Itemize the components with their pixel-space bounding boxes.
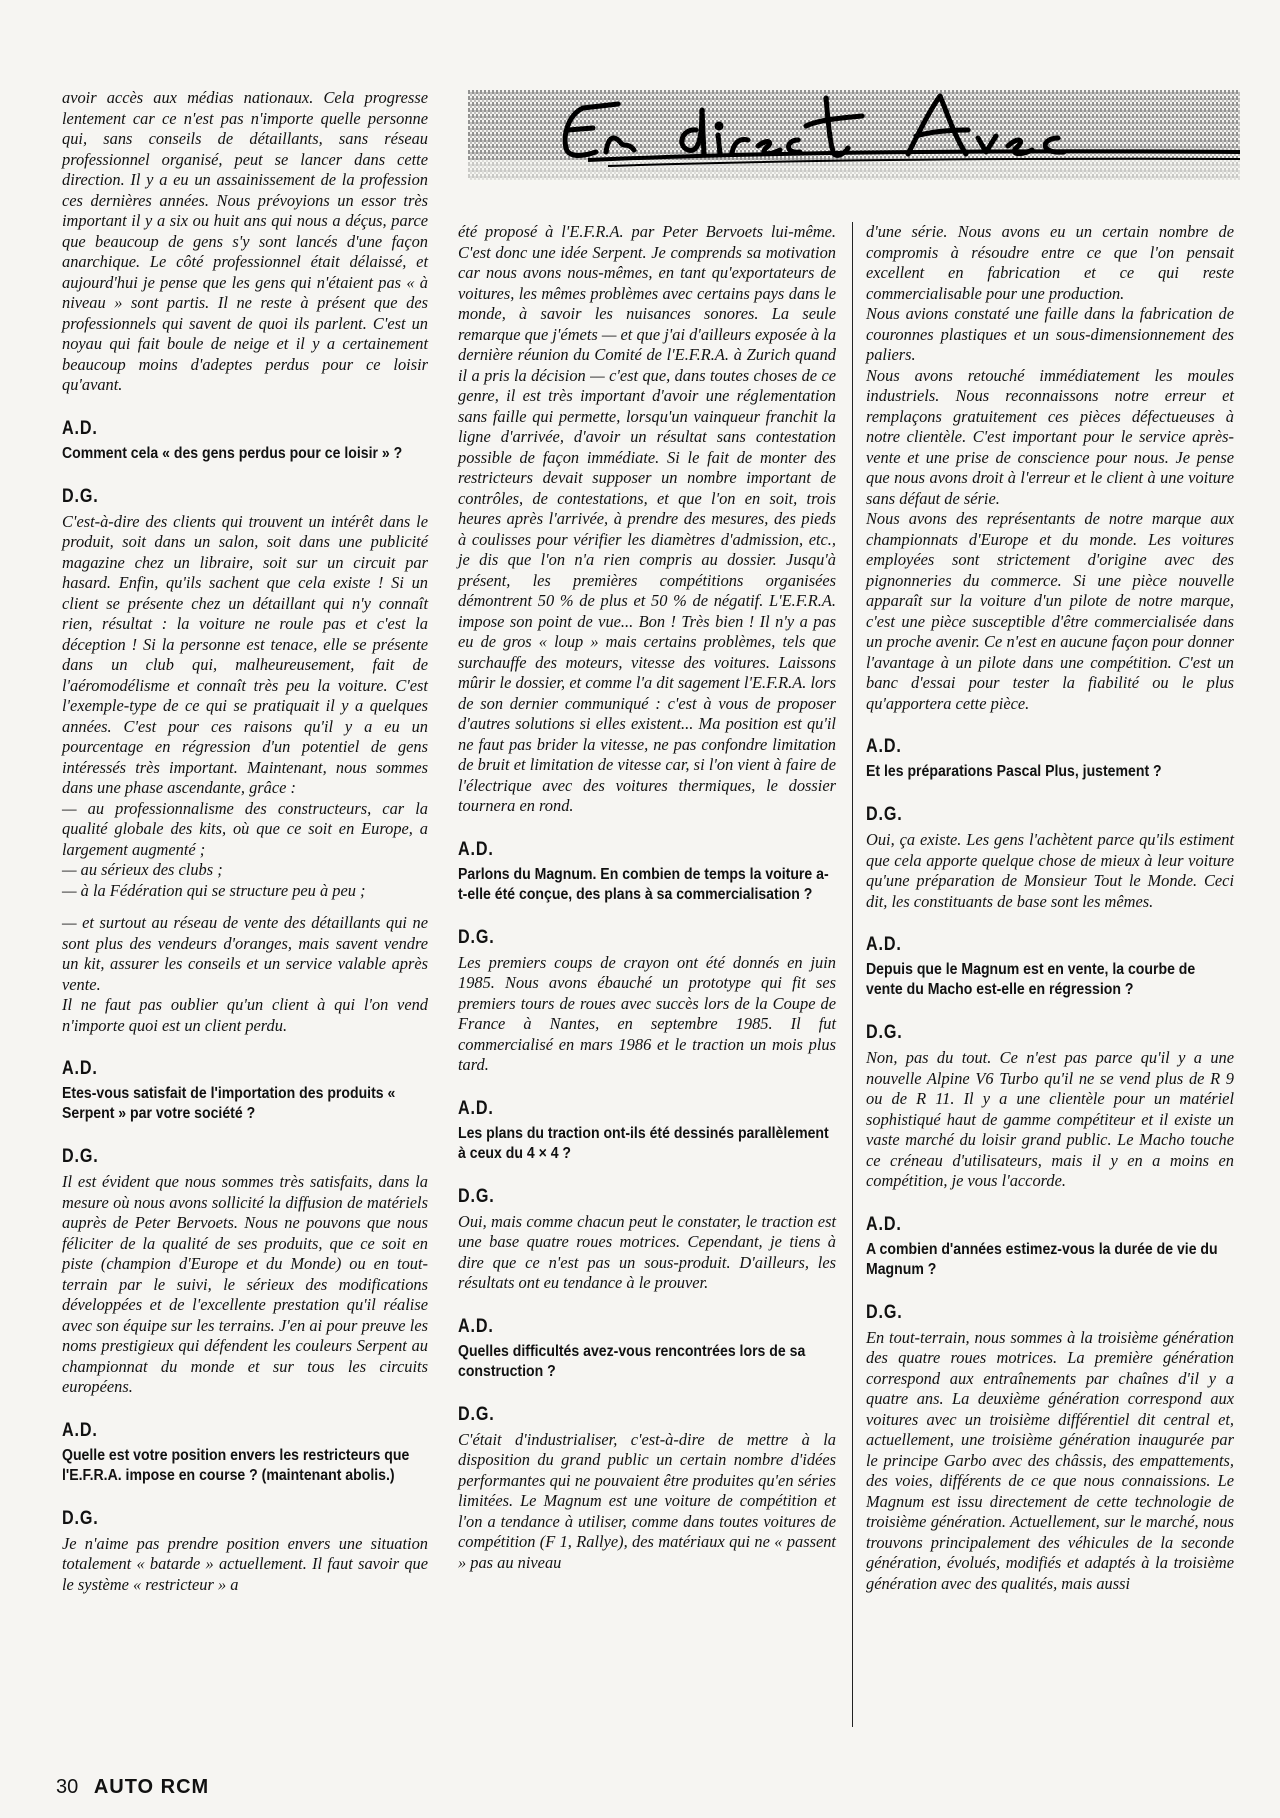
paragraph: En tout-terrain, nous sommes à la troisième génération des quatre roues motrices. La première génération correspond aux entraînements par chaînes d'il y a quatre ans. La deuxième génération correspond aux voitures avec un troisième différentiel dit central et, actuellement, une troisième génération inaugurée par le principe Garbo avec des châssis, des empattements, des voies, différents de ce que nous connaissions. Le Magnum est issu directement de cette technologie de troisième génération. Actuellement, sur le marché, nous trouvons principalement des véhicules de la seconde génération, évolués, modifiés et adaptés à la troisième génération avec des qualités, mais aussi — [866, 1327, 1234, 1593]
speaker-label: D.G. — [866, 1022, 903, 1043]
paragraph: Oui, mais comme chacun peut le constater, le traction est une base quatre roues motrices. Cependant, je tiens à dire que ce n'est pas un sous-produit. D'ailleurs, les résultats ont eu tendance à le prouver. — [458, 1211, 836, 1292]
speaker-label: D.G. — [62, 1146, 99, 1167]
speaker-label: A.D. — [62, 1419, 98, 1441]
question: Quelles difficultés avez-vous rencontrées lors de sa construction ? — [458, 1342, 806, 1380]
speaker-label: A.D. — [866, 736, 902, 757]
magazine-name: AUTO RCM — [93, 1776, 210, 1798]
question: Et les préparations Pascal Plus, justement ? — [866, 763, 1162, 780]
speaker-label: A.D. — [62, 1058, 98, 1079]
question: Parlons du Magnum. En combien de temps la voiture a-t-elle été conçue, des plans à sa commercialisation ? — [458, 865, 829, 903]
column-divider — [852, 222, 853, 1727]
paragraph: Oui, ça existe. Les gens l'achètent parce qu'ils estiment que cela apporte quelque chose de mieux à leur voiture qu'une préparation de Monsieur Tout le Monde. Ceci dit, les constituants de base sont les mêmes. — [866, 830, 1234, 911]
paragraph: Non, pas du tout. Ce n'est pas parce qu'il y a une nouvelle Alpine V6 Turbo qu'il ne se vend plus de R 9 ou de R 11. Il y a une clientèle pour un matériel sophistiqué haut de gamme compétiteur et il existe un vaste marché du loisir grand public. Le Macho touche ce créneau d'utilisateurs, mais il y en a moins en compétition, je vous l'accorde. — [866, 1048, 1234, 1190]
paragraph: Il ne faut pas oublier qu'un client à qui l'on vend n'importe quoi est un client perdu. — [62, 995, 428, 1035]
paragraph: — et surtout au réseau de vente des détaillants qui ne sont plus des vendeurs d'oranges, mais savent vendre un kit, assurer les conseils et un service valable après vente. — [62, 913, 428, 994]
speaker-label: A.D. — [62, 417, 98, 439]
speaker-label: D.G. — [866, 804, 903, 825]
paragraph: Les premiers coups de crayon ont été donnés en juin 1985. Nous avons ébauché un prototype qui fit ses premiers tours de roues avec succès lors de la Coupe de France à Nantes, en septembre 1985. Il fut commercialisé en mars 1986 et le traction un mois plus tard. — [458, 952, 836, 1074]
page-footer — [56, 1776, 209, 1799]
column-1 — [62, 88, 428, 1595]
speaker-label: A.D. — [458, 1315, 494, 1337]
speaker-label: D.G. — [866, 1301, 903, 1323]
column-3 — [866, 222, 1234, 1594]
paragraph: — au sérieux des clubs ; — [62, 860, 223, 879]
column-2 — [458, 222, 836, 1573]
paragraph: C'est-à-dire des clients qui trouvent un intérêt dans le produit, soit dans un salon, soit dans une publicité magazine chez un libraire, soit sur un circuit par hasard. Enfin, qu'ils sachent que cela existe ! Si un client se présente chez un détaillant qui n'y connaît rien, résultat : la voiture ne roule pas et c'est la déception ! Si la personne est tenace, elle se présente dans un club qui, malheureusement, fait de l'aéromodélisme et connaît très peu la voiture. C'est l'exemple-type de ce qui se pratiquait il y a quelques années. C'est pour ces raisons qu'il y a eu un pourcentage en régression d'un potentiel de gens intéressés très important. Maintenant, nous sommes dans une phase ascendante, grâce : — [62, 511, 428, 797]
question: A combien d'années estimez-vous la durée de vie du Magnum ? — [866, 1240, 1218, 1278]
paragraph: Nous avons retouché immédiatement les moules industriels. Nous reconnaissons notre erreur et remplaçons gratuitement ces pièces défectueuses à notre clientèle. C'est important pour le service après-vente et une prise de conscience pour nous. Je pense que nous avons droit à l'erreur et le client à une voiture sans défaut de série. — [866, 365, 1234, 508]
question: Etes-vous satisfait de l'importation des produits « Serpent » par votre société ? — [62, 1085, 396, 1122]
question: Depuis que le Magnum est en vente, la courbe de vente du Macho est-elle en régression ? — [866, 961, 1196, 998]
paragraph: C'était d'industrialiser, c'est-à-dire de mettre à la disposition du grand public un certain nombre d'idées performantes qui ne pouvaient être produites qu'en séries limitées. Le Magnum est une voiture de compétition et l'on a tendance à utiliser, comme dans toutes voitures de compétition (F 1, Rallye), des matériaux qui ne « passent » pas au niveau — [458, 1429, 836, 1572]
paragraph: Il est évident que nous sommes très satisfaits, dans la mesure où nous avons sollicité la diffusion de matériels auprès de Peter Bervoets. Nous ne pouvons que nous féliciter de la qualité de ses produits, que ce soit en piste (champion d'Europe et du Monde) ou en tout-terrain par le suivi, le sérieux des modifications développées et de l'excellente prestation qu'il réalise avec son équipe sur les terrains. J'en ai pour preuve les noms prestigieux qui défendent les couleurs Serpent au championnat du monde et sur tous les circuits européens. — [62, 1172, 428, 1396]
paragraph: — au professionnalisme des constructeurs, car la qualité globale des kits, où que ce soit en Europe, a largement augmenté ; — [62, 798, 428, 859]
speaker-label: D.G. — [458, 1403, 495, 1425]
header-banner — [468, 90, 1240, 200]
paragraph: avoir accès aux médias nationaux. Cela progresse lentement car ce n'est pas n'importe quelle personne qui, sans conseils de détaillants, sans réseau professionnel organisé, peut se lancer dans cette direction. Il y a eu un assainissement de la profession ces dernières années. Nous prévoyions un essor très important il y a six ou huit ans qui nous a déçus, parce que beaucoup de gens s'y sont lancés d'une façon anarchique. Le côté professionnel était délaissé, et aujourd'hui je pense que les gens qui n'étaient pas « à niveau » sont partis. Il ne reste à présent que des professionnels qui savent de quoi ils parlent. C'est un noyau qui fait boule de neige et il y a certainement beaucoup moins d'adeptes perdus pour ce loisir qu'avant. — [62, 88, 428, 394]
speaker-label: A.D. — [458, 1097, 494, 1119]
speaker-label: D.G. — [458, 926, 495, 948]
question: Comment cela « des gens perdus pour ce loisir » ? — [62, 444, 403, 462]
paragraph: — à la Fédération qui se structure peu à peu ; — [62, 880, 366, 900]
paragraph: été proposé à l'E.F.R.A. par Peter Bervoets lui-même. C'est donc une idée Serpent. Je comprends sa motivation car nous avons nous-mêmes, en tant qu'exportateurs de voitures, les mêmes problèmes avec certains pays dans le monde, à savoir les nuisances sonores. La seule remarque que j'émets — et que j'ai d'ailleurs exposée à la dernière réunion du Comité de l'E.F.R.A. à Zurich quand il a pris la décision — c'est que, dans toutes choses de ce genre, il est très important d'avoir une réglementation sans faille qui permette, lorsqu'un vainqueur franchit la ligne d'arrivée, d'avoir un résultat sans contestation possible de façon immédiate. Si le fait de monter des restricteurs devait supposer un nombre important de contrôles, de contestations, et que l'on en soit, trois heures après l'arrivée, à prendre des mesures, des pieds à coulisses pour vérifier les diamètres d'admission, etc., je dis que l'on n'a rien compris au dossier. Jusqu'à présent, les premières compétitions organisées démontrent 50 % de plus et 50 % de négatif. L'E.F.R.A. impose son point de vue... Bon ! Très bien ! Il n'y a pas eu de gros « loup » mais certains problèmes, tels que surchauffe des moteurs, vitesse des voitures. Laissons mûrir le dossier, et comme l'a dit sagement l'E.F.R.A. lors de son dernier communiqué : c'est à vous de proposer d'autres solutions si elles existent... Ma position est qu'il ne faut pas brider la vitesse, ne pas confondre limitation de bruit et limitation de vitesse car, si l'on vient à faire de l'électrique avec des voitures thermiques, le dossier tournera en rond. — [458, 222, 837, 815]
paragraph: d'une série. Nous avons eu un certain nombre de compromis à résoudre entre ce que l'on pensait excellent en fabrication et ce qui reste commercialisable pour une production. — [866, 222, 1234, 303]
speaker-label: A.D. — [866, 1213, 902, 1235]
page-number: 30 — [56, 1776, 79, 1798]
paragraph: Nous avons des représentants de notre marque aux championnats d'Europe et du monde. Les voitures employées sont strictement d'origine avec des pignonneries du commerce. Si une pièce nouvelle apparaît sur la voiture d'un pilote de notre marque, c'est une pièce susceptible d'être commercialisée dans un proche avenir. Ce n'est en aucune façon pour donner l'avantage à un pilote dans une compétition. C'est un banc d'essai pour tester la fiabilité ou le plus qu'apportera cette pièce. — [866, 509, 1234, 713]
question: Quelle est votre position envers les restricteurs que l'E.F.R.A. impose en course ? (maintenant abolis.) — [62, 1446, 410, 1484]
banner-art — [468, 90, 1240, 200]
speaker-label: D.G. — [62, 485, 99, 507]
speaker-label: A.D. — [866, 934, 902, 955]
speaker-label: D.G. — [458, 1185, 495, 1207]
question: Les plans du traction ont-ils été dessinés parallèlement à ceux du 4 × 4 ? — [458, 1124, 829, 1162]
speaker-label: D.G. — [62, 1507, 99, 1529]
paragraph: Nous avions constaté une faille dans la fabrication de couronnes plastiques et un sous-dimensionnement des paliers. — [866, 304, 1234, 364]
paragraph: Je n'aime pas prendre position envers une situation totalement « batarde » actuellement. Il faut savoir que le système « restricteur » a — [62, 1533, 428, 1594]
speaker-label: A.D. — [458, 838, 494, 860]
